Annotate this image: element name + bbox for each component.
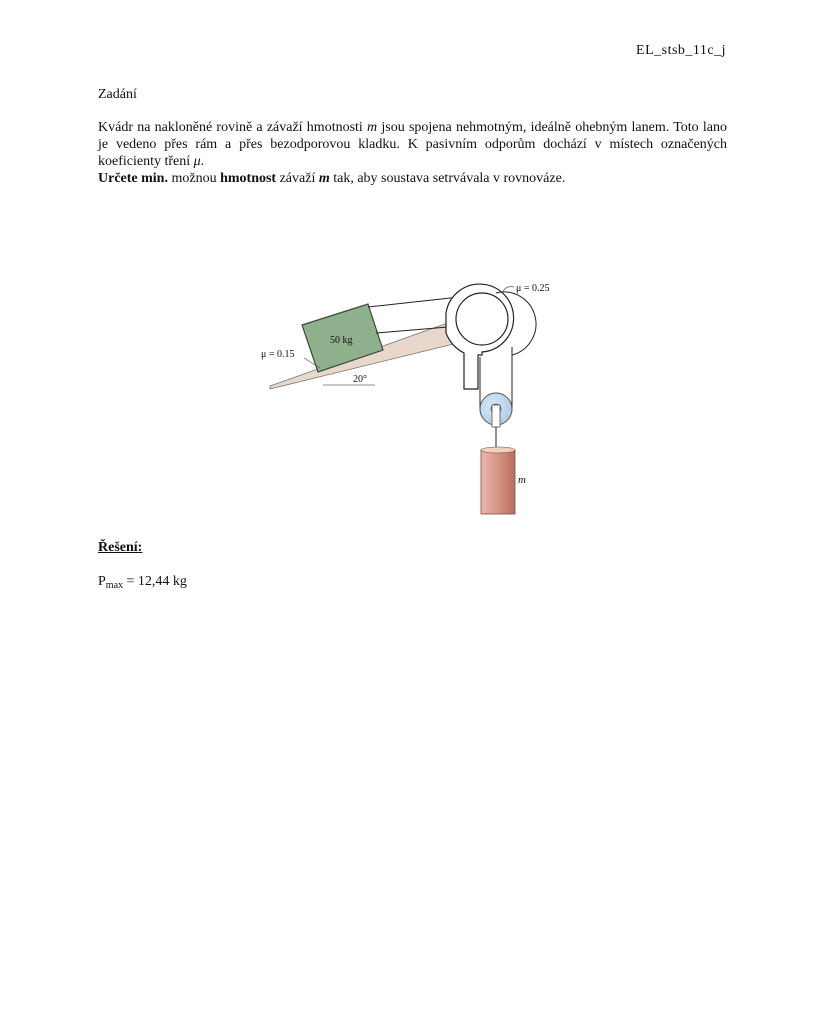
task-text-2: závaží [276,171,319,186]
task-sentence [98,170,727,187]
result-variable: P [98,574,106,589]
result-value: = 12,44 kg [123,574,187,589]
assignment-text [98,119,727,187]
task-mass-variable: m [318,171,330,186]
task-bold-mass: hmotnost [220,171,277,186]
weight-top [481,447,515,453]
figure-svg [250,275,570,525]
assignment-paragraph [98,119,727,170]
para1-start: Kvádr na nakloněné rovině a závaží hmotnosti [98,120,363,135]
mu-incline-label: μ = 0.15 [261,349,295,360]
document-id: EL_stsb_11c_j [636,43,726,58]
hanging-weight [481,450,515,514]
frame-inner [456,293,508,345]
block-label: 50 kg [330,335,353,346]
task-text-1: možnou [167,171,221,186]
mechanics-figure [250,275,570,525]
solution-heading: Řešení: [98,540,143,555]
mu-frame-label: μ = 0.25 [516,283,550,294]
mass-label: m [518,474,526,486]
para1-end: . [200,154,205,169]
mu-symbol: μ [193,154,201,169]
task-bold-min: Určete min. [98,171,168,186]
task-text-3: tak, aby soustava setrvávala v rovnováze. [329,171,566,186]
result-line [98,574,187,591]
pulley-bracket [492,405,500,427]
assignment-heading: Zadání [98,87,137,102]
para1-rest: jsou spojena nehmotným, ideálně ohebným lanem. Toto lano je vedeno přes rám a přes bezodporovou kladku. K pasivním odporům dochází v místech označených koeficienty tření [98,120,728,169]
angle-label: 20° [353,374,367,385]
mass-variable: m [367,120,378,135]
result-subscript: max [105,580,124,591]
